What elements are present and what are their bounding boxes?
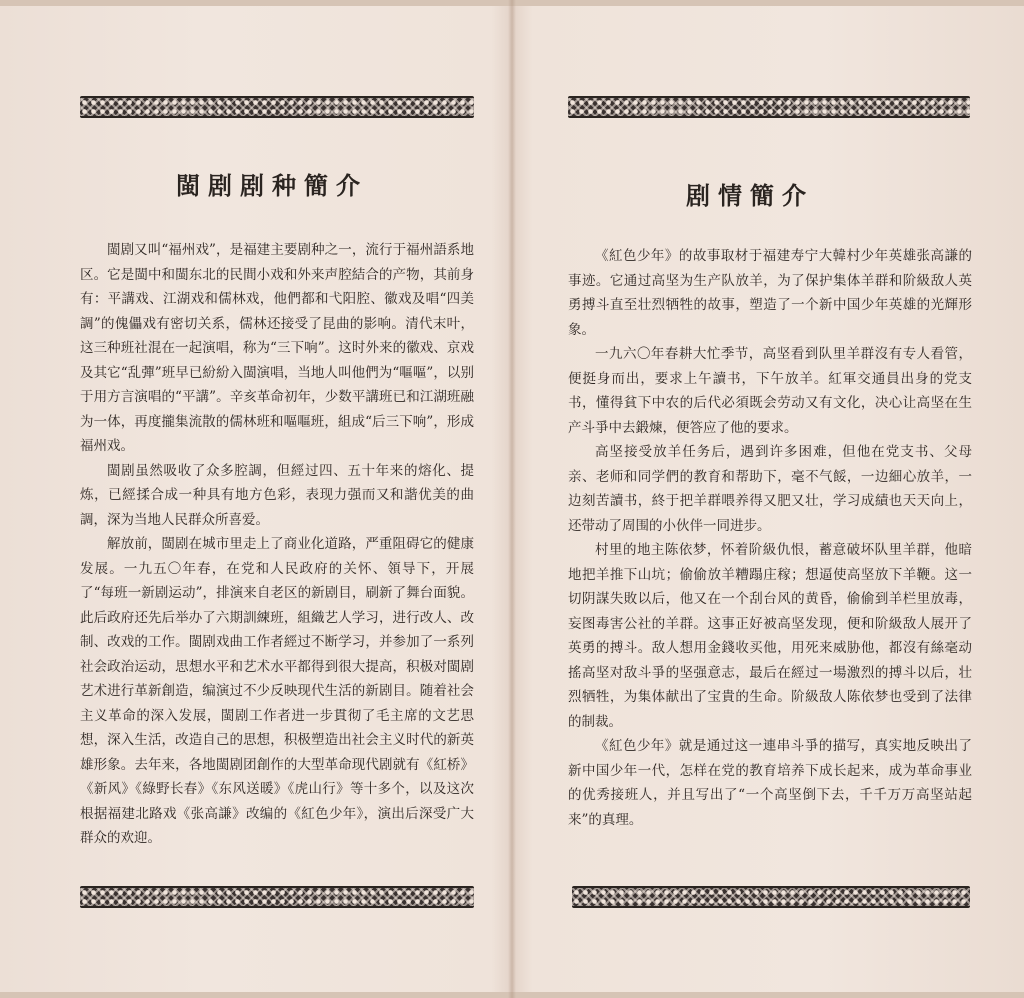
- paragraph: 《紅色少年》就是通过这一連串斗爭的描写，真实地反映出了新中国少年一代，怎样在党的教育培养下成长起来，成为革命事业的优秀接班人，并且写出了“一个高坚倒下去，千千万万高坚站起来”的真理。: [568, 738, 972, 828]
- paragraph: 解放前，閩剧在城市里走上了商业化道路，严重阻碍它的健康发展。一九五〇年春，在党和人民政府的关怀、領导下，开展了“每班一新剧运动”，排演来自老区的新剧目，刷新了舞台面貌。此后政府还先后举办了六期訓練班，組織艺人学习，进行改人、改制、改戏的工作。閩剧戏曲工作者經过不断学习，并参加了一系列社会政治运动，思想水平和艺术水平都得到很大提高，积极对閩剧艺术进行革新創造，编演过不少反映现代生活的新剧目。随着社会主义革命的深入发展，閩剧工作者进一步貫彻了毛主席的文艺思想，深入生活，改造自己的思想，积极塑造出社会主义时代的新英雄形象。去年来，各地閩剧团創作的大型革命现代剧就有《紅桥》《新风》《綠野长春》《东风送暖》《虎山行》等十多个，以及这次根据福建北路戏《张高謙》改编的《紅色少年》，演出后深受广大群众的欢迎。: [80, 536, 474, 846]
- article-body: [568, 244, 972, 832]
- article-body: [80, 238, 474, 851]
- paragraph: 高坚接受放羊任务后，遇到许多困难，但他在党支书、父母亲、老师和同学們的教育和帮助下，毫不气餒，一边細心放羊，一边刻苦讀书，終于把羊群喂养得又肥又壮，学习成績也天天向上，还带动了周围的小伙伴一同进步。: [568, 444, 972, 534]
- right-page: [512, 0, 1024, 998]
- ornamental-border-top: [80, 96, 474, 118]
- paragraph: 閩剧又叫“福州戏”，是福建主要剧种之一，流行于福州語系地区。它是閩中和閩东北的民間小戏和外来声腔結合的产物，其前身有：平講戏、江湖戏和儒林戏，他們都和弋阳腔、徽戏及唱“四美調”的傀儡戏有密切关系，儒林还接受了昆曲的影响。清代末叶，这三种班社混在一起演唱，称为“三下响”。这时外来的徽戏、京戏及其它“乱彈”班早已紛紛入閩演唱，当地人叫他們为“嘔嘔”，以别于用方言演唱的“平講”。辛亥革命初年，少数平講班已和江湖班融为一体，再度攏集流散的儒林班和嘔嘔班，組成“后三下响”，形成福州戏。: [80, 242, 474, 454]
- ornamental-border-bottom: [80, 886, 474, 908]
- paragraph: 《紅色少年》的故事取材于福建寿宁大韓村少年英雄张高謙的事迹。它通过高坚为生产队放羊，为了保护集体羊群和阶級敌人英勇搏斗直至壮烈牺牲的故事，塑造了一个新中国少年英雄的光輝形象。: [568, 248, 972, 338]
- page-title: 剧情簡介: [686, 181, 814, 210]
- ornamental-border-top: [568, 96, 970, 118]
- paragraph: 一九六〇年春耕大忙季节，高坚看到队里羊群沒有专人看管，便挺身而出，要求上午讀书，下午放羊。紅軍交通員出身的党支书，懂得貧下中农的后代必須既会劳动又有文化，决心让高坚在生产斗爭中去鍛煉，便答应了他的要求。: [568, 346, 972, 436]
- page-title: 閩剧剧种簡介: [176, 171, 368, 200]
- paragraph: 閩剧虽然吸收了众多腔調，但經过四、五十年来的熔化、提炼，已經揉合成一种具有地方色彩，表现力强而又和諧优美的曲調，深为当地人民群众所喜爱。: [80, 462, 474, 528]
- ornamental-border-bottom: [572, 886, 970, 908]
- paragraph: 村里的地主陈依梦，怀着阶級仇恨，蓄意破坏队里羊群，他暗地把羊推下山坑；偷偷放羊糟蹋庄稼；想逼使高坚放下羊鞭。这一切阴謀失敗以后，他又在一个刮台风的黄昏，偷偷到羊栏里放毒，妄图毒害公社的羊群。这事正好被高坚发现，便和阶級敌人展开了英勇的搏斗。敌人想用金錢收买他，用死来威胁他，都沒有絲毫动搖高坚对敌斗爭的坚强意志，最后在經过一場激烈的搏斗以后，壮烈牺牲，为集体献出了宝貴的生命。阶級敌人陈依梦也受到了法律的制裁。: [568, 542, 972, 730]
